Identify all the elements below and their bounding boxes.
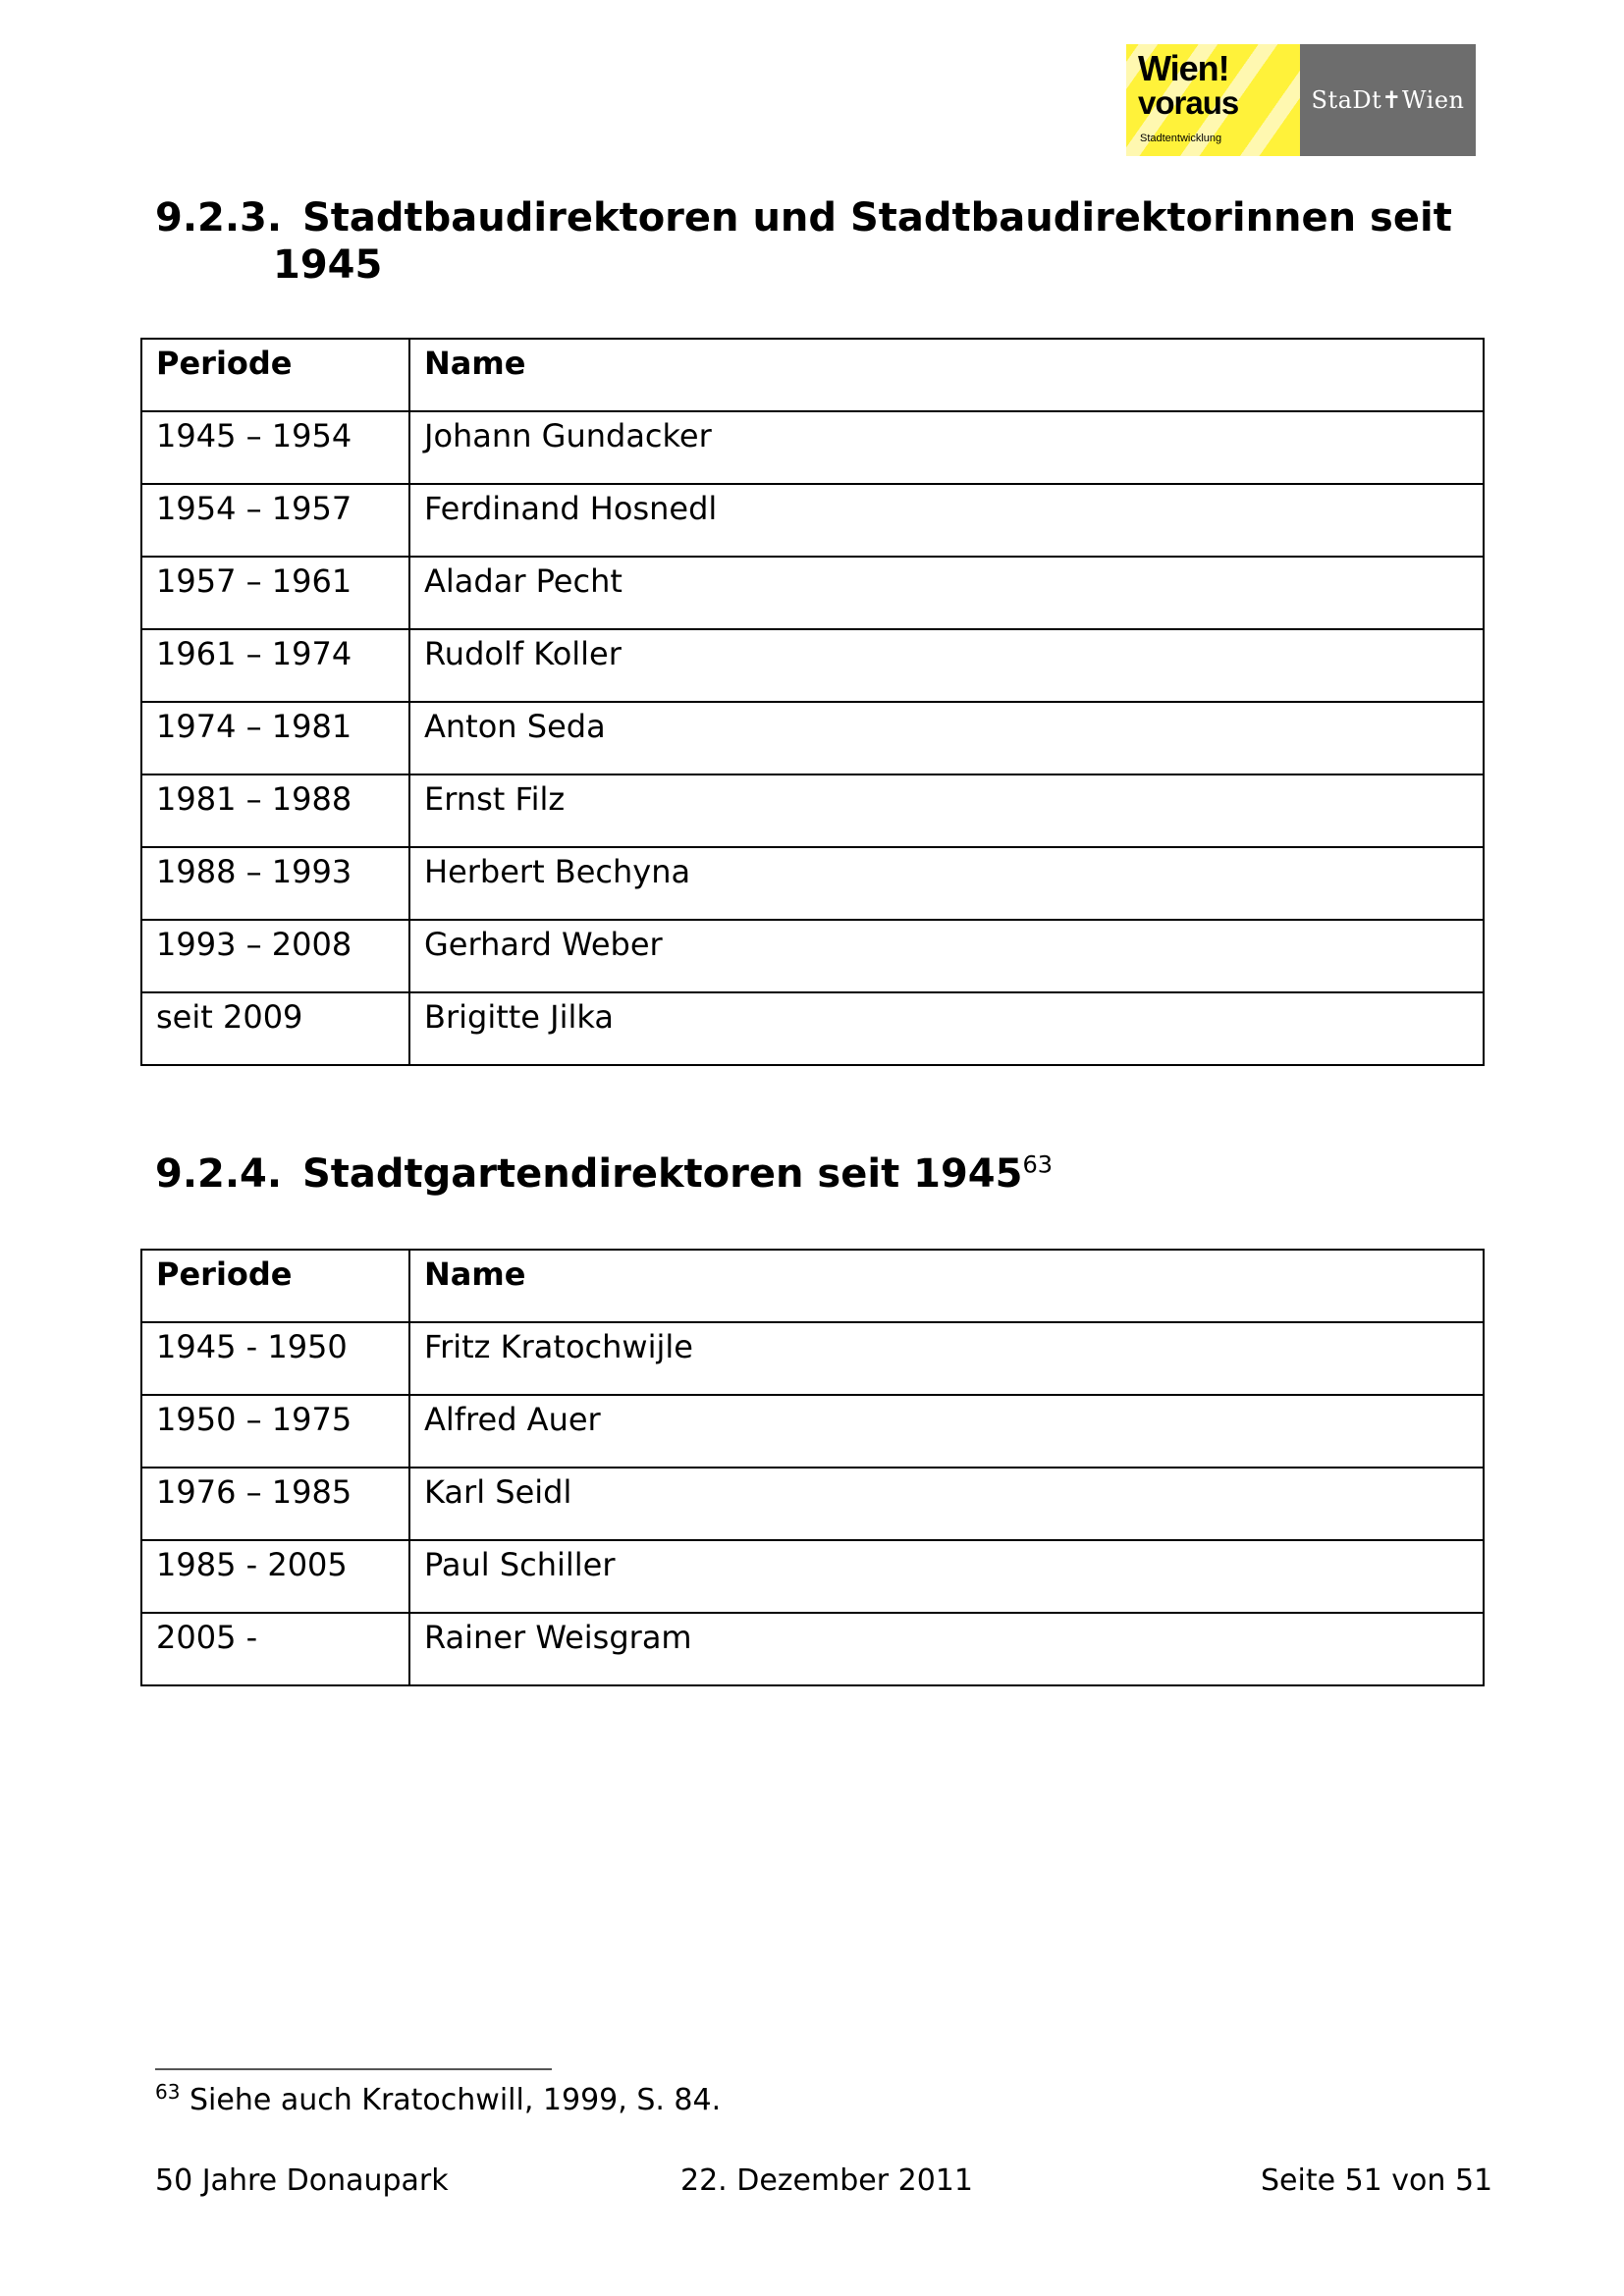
- name-cell: Fritz Kratochwijle: [409, 1322, 1484, 1395]
- period-cell: 1945 - 1950: [141, 1322, 409, 1395]
- footnote-number: 63: [155, 2080, 181, 2104]
- wien-voraus-logo: [1126, 44, 1300, 156]
- table-body: [141, 339, 1484, 1065]
- section-title: Stadtbaudirektoren und Stadtbaudirektorinnen seit: [302, 195, 1452, 240]
- period-cell: 1945 – 1954: [141, 411, 409, 484]
- name-cell: Ferdinand Hosnedl: [409, 484, 1484, 557]
- table-body: [141, 1250, 1484, 1685]
- stadtgartendirektoren-table: [140, 1249, 1485, 1686]
- section-number: 9.2.4.: [155, 1151, 283, 1197]
- section-number: 9.2.3.: [155, 195, 283, 240]
- table-row: [141, 1322, 1484, 1395]
- table-row: [141, 1468, 1484, 1540]
- name-cell: Johann Gundacker: [409, 411, 1484, 484]
- table-header-row: [141, 339, 1484, 411]
- name-cell: Karl Seidl: [409, 1468, 1484, 1540]
- logo-subtitle: Stadtentwicklung: [1140, 133, 1222, 144]
- name-cell: Paul Schiller: [409, 1540, 1484, 1613]
- period-cell: 1988 – 1993: [141, 847, 409, 920]
- table-row: [141, 1395, 1484, 1468]
- name-cell: Brigitte Jilka: [409, 992, 1484, 1065]
- footer-document-title: 50 Jahre Donaupark: [155, 2163, 449, 2198]
- period-cell: 2005 -: [141, 1613, 409, 1685]
- logo-stadt-wien-text: StaDt✝Wien: [1311, 86, 1465, 114]
- section-heading-stadtgartendirektoren: [155, 1150, 1471, 1198]
- table-row: [141, 1613, 1484, 1685]
- column-header: Name: [409, 1250, 1484, 1322]
- name-cell: Anton Seda: [409, 702, 1484, 774]
- table-row: [141, 847, 1484, 920]
- period-cell: 1950 – 1975: [141, 1395, 409, 1468]
- footnote: [155, 2081, 721, 2120]
- table-row: [141, 774, 1484, 847]
- header-logo: [1126, 44, 1476, 156]
- name-cell: Rainer Weisgram: [409, 1613, 1484, 1685]
- logo-voraus-text: voraus: [1138, 84, 1239, 121]
- section-heading-stadtbaudirektoren: [155, 194, 1471, 289]
- footer-page-number: Seite 51 von 51: [1261, 2163, 1493, 2198]
- stadtbaudirektoren-table: [140, 338, 1485, 1066]
- table-row: [141, 920, 1484, 992]
- period-cell: seit 2009: [141, 992, 409, 1065]
- stadt-wien-logo: [1300, 44, 1476, 156]
- period-cell: 1974 – 1981: [141, 702, 409, 774]
- name-cell: Aladar Pecht: [409, 557, 1484, 629]
- table-row: [141, 702, 1484, 774]
- table-row: [141, 1540, 1484, 1613]
- period-cell: 1957 – 1961: [141, 557, 409, 629]
- table-header-row: [141, 1250, 1484, 1322]
- table-row: [141, 411, 1484, 484]
- table-row: [141, 484, 1484, 557]
- column-header: Name: [409, 339, 1484, 411]
- footnote-reference[interactable]: 63: [1022, 1150, 1053, 1179]
- period-cell: 1981 – 1988: [141, 774, 409, 847]
- period-cell: 1993 – 2008: [141, 920, 409, 992]
- name-cell: Alfred Auer: [409, 1395, 1484, 1468]
- logo-wien-text: Wien!: [1138, 48, 1229, 88]
- period-cell: 1961 – 1974: [141, 629, 409, 702]
- table-row: [141, 557, 1484, 629]
- table-row: [141, 992, 1484, 1065]
- period-cell: 1976 – 1985: [141, 1468, 409, 1540]
- column-header: Periode: [141, 339, 409, 411]
- name-cell: Rudolf Koller: [409, 629, 1484, 702]
- period-cell: 1954 – 1957: [141, 484, 409, 557]
- name-cell: Gerhard Weber: [409, 920, 1484, 992]
- footer-date: 22. Dezember 2011: [680, 2163, 973, 2198]
- name-cell: Herbert Bechyna: [409, 847, 1484, 920]
- footnote-separator: [155, 2068, 552, 2070]
- section-title: Stadtgartendirektoren seit 1945: [302, 1151, 1023, 1197]
- section-title-continued: 1945: [273, 242, 383, 288]
- footnote-text: Siehe auch Kratochwill, 1999, S. 84.: [180, 2083, 722, 2117]
- table-row: [141, 629, 1484, 702]
- period-cell: 1985 - 2005: [141, 1540, 409, 1613]
- column-header: Periode: [141, 1250, 409, 1322]
- name-cell: Ernst Filz: [409, 774, 1484, 847]
